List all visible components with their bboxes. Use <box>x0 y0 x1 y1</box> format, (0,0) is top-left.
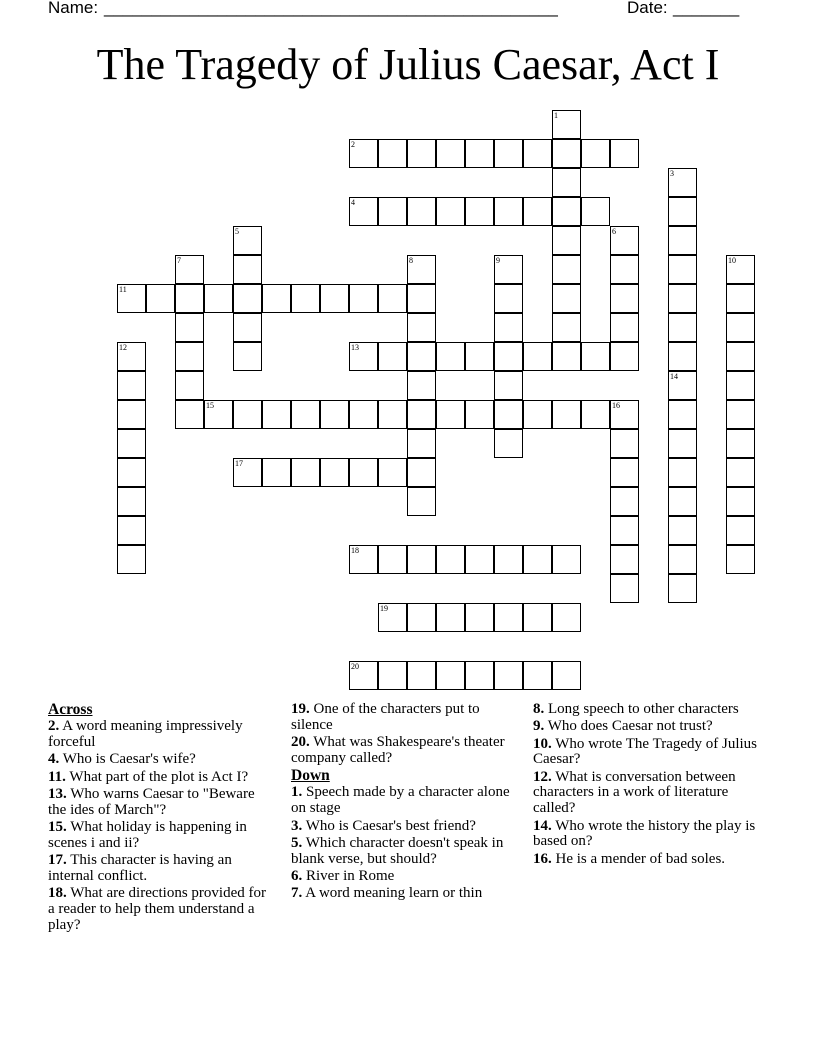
cell-number: 1 <box>554 111 558 120</box>
clue-across-20: 20. What was Shakespeare's theater company called? <box>291 734 505 766</box>
grid-cell[interactable] <box>610 429 639 458</box>
clue-down-5: 5. Which character doesn't speak in blank verse, but should? <box>291 834 504 867</box>
grid-cell[interactable] <box>581 139 610 168</box>
grid-cell[interactable] <box>494 603 523 632</box>
grid-cell[interactable] <box>552 197 581 226</box>
grid-cell[interactable] <box>320 284 349 313</box>
grid-cell[interactable] <box>407 400 436 429</box>
clue-down-1: 1. Speech made by a character alone on stage <box>291 784 510 817</box>
clues-column-1 <box>48 702 276 935</box>
grid-cell[interactable] <box>610 400 639 429</box>
grid-cell[interactable] <box>175 400 204 429</box>
clue-across-2: 2. A word meaning impressively forceful <box>48 718 243 751</box>
grid-cell[interactable] <box>552 545 581 574</box>
clue-across-4: 4. Who is Caesar's wife? <box>48 751 196 768</box>
grid-cell[interactable] <box>117 400 146 429</box>
grid-cell[interactable] <box>146 284 175 313</box>
grid-cell[interactable] <box>668 226 697 255</box>
grid-cell[interactable] <box>436 545 465 574</box>
grid-cell[interactable] <box>668 400 697 429</box>
grid-cell[interactable] <box>436 400 465 429</box>
grid-cell[interactable] <box>436 139 465 168</box>
grid-cell[interactable] <box>610 139 639 168</box>
grid-cell[interactable] <box>204 284 233 313</box>
grid-cell[interactable] <box>610 487 639 516</box>
clues-column-3 <box>533 702 761 869</box>
across-heading: Across <box>48 701 93 718</box>
grid-cell[interactable] <box>494 284 523 313</box>
grid-cell[interactable] <box>407 429 436 458</box>
clue-across-15: 15. What holiday is happening in scenes i and ii? <box>48 819 247 851</box>
grid-cell[interactable] <box>175 342 204 371</box>
grid-cell[interactable] <box>465 661 494 690</box>
grid-cell[interactable] <box>726 429 755 458</box>
grid-cell[interactable] <box>117 516 146 545</box>
grid-cell[interactable] <box>552 603 581 632</box>
down-heading: Down <box>291 767 330 785</box>
cell-number: 10 <box>728 256 736 265</box>
grid-cell[interactable] <box>726 400 755 429</box>
cell-number: 8 <box>409 256 413 265</box>
clue-across-17: 17. This character is having an internal conflict. <box>48 852 232 884</box>
cell-number: 3 <box>670 169 674 178</box>
grid-cell[interactable] <box>465 197 494 226</box>
name-label: Name: <box>48 0 99 17</box>
grid-cell[interactable] <box>668 255 697 284</box>
grid-cell[interactable] <box>436 342 465 371</box>
clue-down-6: 6. River in Rome <box>291 867 395 884</box>
clues-column-2 <box>291 702 519 904</box>
grid-cell[interactable] <box>407 458 436 487</box>
date-line[interactable]: _______ <box>673 0 740 17</box>
grid-cell[interactable] <box>668 458 697 487</box>
grid-cell[interactable] <box>523 603 552 632</box>
grid-cell[interactable] <box>378 661 407 690</box>
grid-cell[interactable] <box>117 487 146 516</box>
grid-cell[interactable] <box>349 197 378 226</box>
grid-cell[interactable] <box>465 400 494 429</box>
cell-number: 13 <box>351 343 359 352</box>
clue-down-12: 12. What is conversation between characters in a work of literature called? <box>533 768 736 817</box>
grid-cell[interactable] <box>233 313 262 342</box>
grid-cell[interactable] <box>465 139 494 168</box>
clue-across-19: 19. One of the characters put to silence <box>291 701 480 733</box>
grid-cell[interactable] <box>523 139 552 168</box>
grid-cell[interactable] <box>552 168 581 197</box>
grid-cell[interactable] <box>349 458 378 487</box>
grid-cell[interactable] <box>726 458 755 487</box>
grid-cell[interactable] <box>726 371 755 400</box>
cell-number: 7 <box>177 256 181 265</box>
grid-cell[interactable] <box>581 197 610 226</box>
grid-cell[interactable] <box>407 197 436 226</box>
grid-cell[interactable] <box>668 429 697 458</box>
cell-number: 12 <box>119 343 127 352</box>
grid-cell[interactable] <box>349 545 378 574</box>
grid-cell[interactable] <box>349 284 378 313</box>
grid-cell[interactable] <box>465 545 494 574</box>
grid-cell[interactable] <box>494 313 523 342</box>
grid-cell[interactable] <box>668 371 697 400</box>
grid-cell[interactable] <box>233 342 262 371</box>
clue-down-3: 3. Who is Caesar's best friend? <box>291 817 476 834</box>
grid-cell[interactable] <box>378 458 407 487</box>
grid-cell[interactable] <box>552 400 581 429</box>
grid-cell[interactable] <box>668 342 697 371</box>
grid-cell[interactable] <box>523 400 552 429</box>
grid-cell[interactable] <box>378 545 407 574</box>
grid-cell[interactable] <box>552 226 581 255</box>
grid-cell[interactable] <box>117 458 146 487</box>
grid-cell[interactable] <box>407 603 436 632</box>
grid-cell[interactable] <box>349 139 378 168</box>
clue-across-11: 11. What part of the plot is Act I? <box>48 768 249 785</box>
grid-cell[interactable] <box>726 545 755 574</box>
grid-cell[interactable] <box>233 284 262 313</box>
name-line[interactable]: ________________________________________________ <box>104 0 558 17</box>
grid-cell[interactable] <box>523 661 552 690</box>
grid-cell[interactable] <box>610 574 639 603</box>
grid-cell[interactable] <box>378 603 407 632</box>
grid-cell[interactable] <box>494 661 523 690</box>
clue-across-18: 18. What are directions provided for a reader to help them understand a play? <box>48 885 266 933</box>
cell-number: 6 <box>612 227 616 236</box>
grid-cell[interactable] <box>407 284 436 313</box>
grid-cell[interactable] <box>610 342 639 371</box>
clue-down-9: 9. Who does Caesar not trust? <box>533 718 713 735</box>
cell-number: 18 <box>351 546 359 555</box>
cell-number: 4 <box>351 198 355 207</box>
grid-cell[interactable] <box>349 342 378 371</box>
grid-cell[interactable] <box>291 400 320 429</box>
grid-cell[interactable] <box>378 400 407 429</box>
cell-number: 14 <box>670 372 678 381</box>
grid-cell[interactable] <box>204 400 233 429</box>
grid-cell[interactable] <box>117 371 146 400</box>
grid-cell[interactable] <box>407 545 436 574</box>
grid-cell[interactable] <box>552 255 581 284</box>
grid-cell[interactable] <box>378 139 407 168</box>
clue-across-13: 13. Who warns Caesar to "Beware the ides of March"? <box>48 785 255 818</box>
clue-down-14: 14. Who wrote the history the play is based on? <box>533 817 756 850</box>
grid-cell[interactable] <box>668 313 697 342</box>
grid-cell[interactable] <box>523 545 552 574</box>
grid-cell[interactable] <box>117 545 146 574</box>
grid-cell[interactable] <box>494 342 523 371</box>
grid-cell[interactable] <box>233 400 262 429</box>
grid-cell[interactable] <box>494 139 523 168</box>
cell-number: 5 <box>235 227 239 236</box>
grid-cell[interactable] <box>175 284 204 313</box>
grid-cell[interactable] <box>668 545 697 574</box>
grid-cell[interactable] <box>726 284 755 313</box>
grid-cell[interactable] <box>523 342 552 371</box>
grid-cell[interactable] <box>523 197 552 226</box>
grid-cell[interactable] <box>726 516 755 545</box>
grid-cell[interactable] <box>726 342 755 371</box>
grid-cell[interactable] <box>465 342 494 371</box>
grid-cell[interactable] <box>320 400 349 429</box>
grid-cell[interactable] <box>233 458 262 487</box>
date-label: Date: <box>627 0 668 17</box>
grid-cell[interactable] <box>117 342 146 371</box>
grid-cell[interactable] <box>494 429 523 458</box>
grid-cell[interactable] <box>349 661 378 690</box>
grid-cell[interactable] <box>610 284 639 313</box>
grid-cell[interactable] <box>552 110 581 139</box>
grid-cell[interactable] <box>262 400 291 429</box>
clue-down-7: 7. A word meaning learn or thin <box>291 885 483 902</box>
grid-cell[interactable] <box>552 661 581 690</box>
grid-cell[interactable] <box>378 197 407 226</box>
grid-cell[interactable] <box>175 255 204 284</box>
grid-cell[interactable] <box>494 371 523 400</box>
cell-number: 15 <box>206 401 214 410</box>
grid-cell[interactable] <box>552 284 581 313</box>
grid-cell[interactable] <box>175 313 204 342</box>
grid-cell[interactable] <box>668 487 697 516</box>
grid-cell[interactable] <box>233 255 262 284</box>
grid-cell[interactable] <box>436 661 465 690</box>
grid-cell[interactable] <box>407 255 436 284</box>
grid-cell[interactable] <box>726 487 755 516</box>
cell-number: 2 <box>351 140 355 149</box>
grid-cell[interactable] <box>233 226 262 255</box>
page-title: The Tragedy of Julius Caesar, Act I <box>96 40 720 89</box>
grid-cell[interactable] <box>349 400 378 429</box>
grid-cell[interactable] <box>117 284 146 313</box>
grid-cell[interactable] <box>610 458 639 487</box>
grid-cell[interactable] <box>581 400 610 429</box>
cell-number: 17 <box>235 459 243 468</box>
grid-cell[interactable] <box>552 139 581 168</box>
grid-cell[interactable] <box>436 197 465 226</box>
grid-cell[interactable] <box>552 342 581 371</box>
grid-cell[interactable] <box>436 603 465 632</box>
grid-cell[interactable] <box>610 226 639 255</box>
grid-cell[interactable] <box>407 139 436 168</box>
clue-down-16: 16. He is a mender of bad soles. <box>533 850 726 867</box>
clue-down-8: 8. Long speech to other characters <box>533 701 739 717</box>
grid-cell[interactable] <box>378 284 407 313</box>
cell-number: 20 <box>351 662 359 671</box>
grid-cell[interactable] <box>175 371 204 400</box>
grid-cell[interactable] <box>407 661 436 690</box>
grid-cell[interactable] <box>726 313 755 342</box>
grid-cell[interactable] <box>668 197 697 226</box>
grid-cell[interactable] <box>262 458 291 487</box>
grid-cell[interactable] <box>262 284 291 313</box>
cell-number: 11 <box>119 285 127 294</box>
clue-down-10: 10. Who wrote The Tragedy of Julius Caesar? <box>533 735 758 768</box>
grid-cell[interactable] <box>291 284 320 313</box>
grid-cell[interactable] <box>494 545 523 574</box>
grid-cell[interactable] <box>407 371 436 400</box>
grid-cell[interactable] <box>668 574 697 603</box>
grid-cell[interactable] <box>610 545 639 574</box>
grid-cell[interactable] <box>581 342 610 371</box>
grid-cell[interactable] <box>117 429 146 458</box>
grid-cell[interactable] <box>726 255 755 284</box>
grid-cell[interactable] <box>494 400 523 429</box>
grid-cell[interactable] <box>494 255 523 284</box>
grid-cell[interactable] <box>378 342 407 371</box>
cell-number: 16 <box>612 401 620 410</box>
grid-cell[interactable] <box>668 284 697 313</box>
grid-cell[interactable] <box>407 313 436 342</box>
grid-cell[interactable] <box>610 255 639 284</box>
grid-cell[interactable] <box>552 313 581 342</box>
grid-cell[interactable] <box>610 516 639 545</box>
cell-number: 19 <box>380 604 388 613</box>
grid-cell[interactable] <box>407 342 436 371</box>
grid-cell[interactable] <box>407 487 436 516</box>
grid-cell[interactable] <box>465 603 494 632</box>
grid-cell[interactable] <box>320 458 349 487</box>
grid-cell[interactable] <box>668 168 697 197</box>
grid-cell[interactable] <box>610 313 639 342</box>
grid-cell[interactable] <box>291 458 320 487</box>
grid-cell[interactable] <box>494 197 523 226</box>
grid-cell[interactable] <box>668 516 697 545</box>
cell-number: 9 <box>496 256 500 265</box>
